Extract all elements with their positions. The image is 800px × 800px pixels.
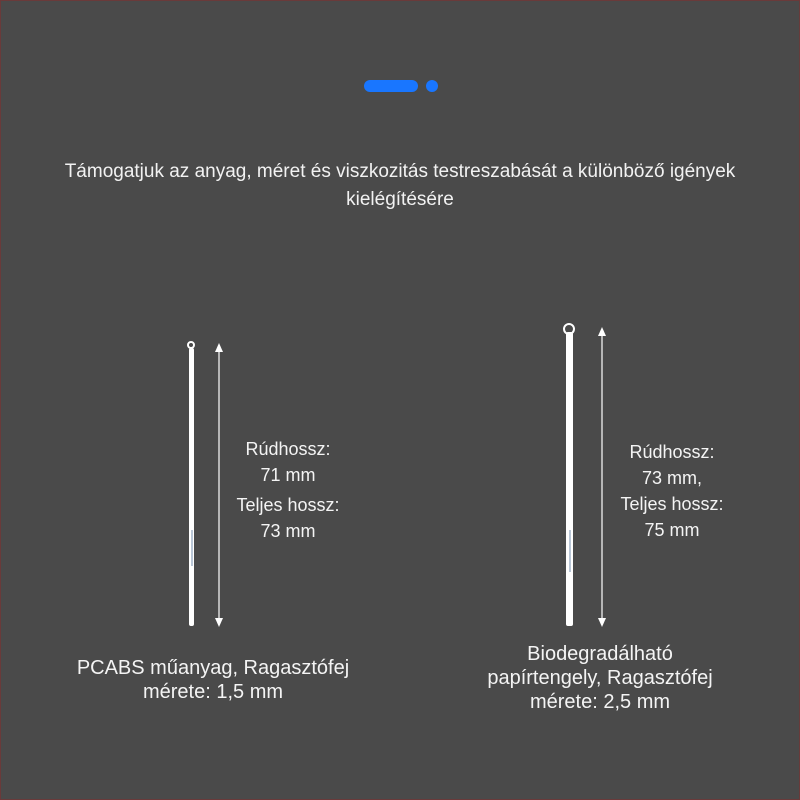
stick-print-mark [569, 530, 571, 572]
rod-length-value: 73 mm, [641, 468, 702, 488]
caption-line: papírtengely, Ragasztófej [487, 667, 713, 689]
caption-line: mérete: 1,5 mm [142, 681, 284, 703]
caption-line: PCABS műanyag, Ragasztófej [76, 657, 350, 679]
dimension-arrow-left [211, 343, 227, 627]
rod-length-title: Rúdhossz: [629, 442, 715, 462]
caption-line: mérete: 2,5 mm [529, 691, 671, 713]
rod-length-label [232, 434, 344, 490]
swab-stick-left [189, 348, 194, 626]
rod-and-total-length-label [604, 437, 740, 545]
carousel-pager [364, 79, 438, 93]
swab-stick-right [566, 332, 573, 626]
rod-length-title: Rúdhossz: [245, 439, 331, 459]
pager-active-indicator[interactable] [364, 80, 418, 92]
stick-print-mark [191, 530, 193, 566]
total-length-value: 73 mm [260, 521, 316, 541]
total-length-title: Teljes hossz: [236, 495, 340, 515]
product-caption-right [430, 642, 770, 714]
headline-text: Támogatjuk az anyag, méret és viszkozitás testreszabását a különböző igények kielégítésére [64, 161, 736, 210]
total-length-value: 75 mm [644, 520, 700, 540]
total-length-title: Teljes hossz: [620, 494, 724, 514]
rod-length-value: 71 mm [260, 465, 316, 485]
caption-line: Biodegradálható [527, 643, 673, 665]
total-length-label [222, 490, 354, 546]
pager-dot[interactable] [426, 80, 438, 92]
product-caption-left [40, 656, 386, 704]
